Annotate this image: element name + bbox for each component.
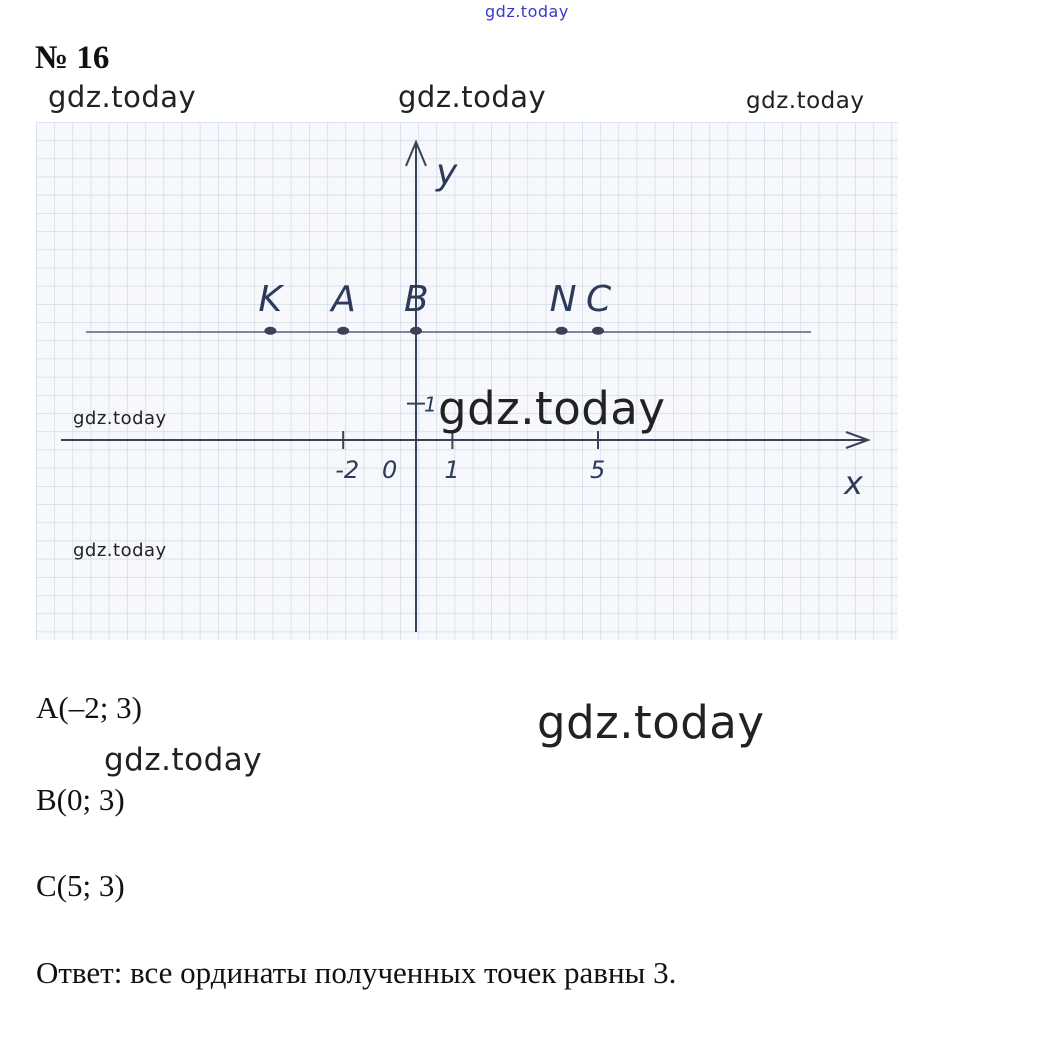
- final-answer: Ответ: все ординаты полученных точек равны 3.: [36, 955, 677, 990]
- x-tick-label: -2: [335, 456, 360, 484]
- grid-paper: [36, 122, 898, 640]
- x-axis-label: x: [844, 464, 863, 502]
- y-tick-label: 1: [424, 392, 437, 417]
- watermark: gdz.today: [104, 742, 263, 778]
- point-label-N: N: [549, 278, 577, 320]
- point-label-B: B: [404, 278, 429, 320]
- watermark-top: gdz.today: [485, 2, 569, 21]
- watermark: gdz.today: [438, 382, 666, 435]
- watermark: gdz.today: [398, 80, 547, 114]
- watermark: gdz.today: [537, 696, 765, 749]
- point-A: [337, 327, 349, 335]
- origin-label: 0: [382, 456, 398, 484]
- watermark: gdz.today: [746, 88, 865, 114]
- problem-number: № 16: [35, 40, 110, 76]
- point-label-A: A: [331, 278, 356, 320]
- point-label-K: K: [258, 278, 283, 320]
- answer-point-c: C(5; 3): [36, 868, 125, 903]
- point-C: [592, 327, 604, 335]
- y-axis-label: y: [436, 152, 458, 193]
- x-tick-label: 5: [590, 456, 606, 484]
- watermark: gdz.today: [48, 80, 197, 114]
- answer-point-b: B(0; 3): [36, 782, 125, 817]
- x-tick-label: 1: [444, 456, 460, 484]
- watermark: gdz.today: [73, 408, 167, 429]
- watermark: gdz.today: [73, 540, 167, 561]
- point-B: [410, 327, 422, 335]
- answer-point-a: A(–2; 3): [36, 690, 142, 725]
- point-label-C: C: [586, 278, 612, 320]
- coordinate-sketch: [36, 122, 898, 640]
- point-N: [556, 327, 568, 335]
- point-K: [264, 327, 276, 335]
